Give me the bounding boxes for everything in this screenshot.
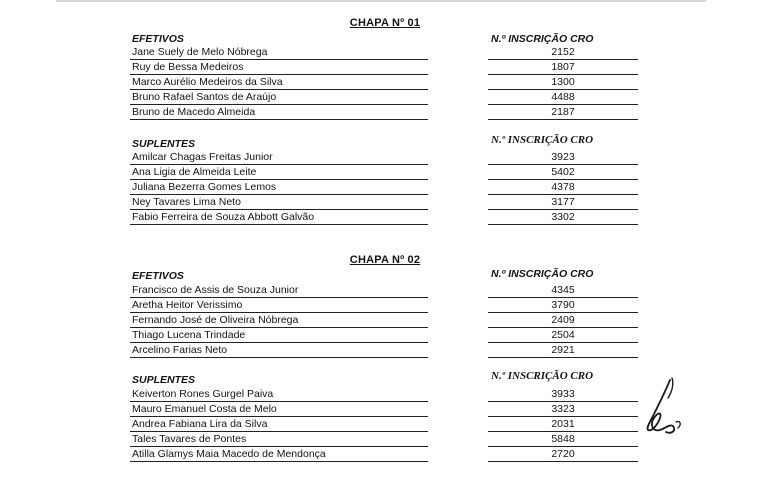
member-cro-number: 3923	[488, 151, 638, 165]
chapa-02-efetivos-label: EFETIVOS	[132, 270, 184, 282]
member-cro-number: 2720	[488, 448, 638, 462]
member-name: Aretha Heitor Verissimo	[130, 299, 428, 313]
member-cro-number: 3177	[488, 196, 638, 210]
member-name: Bruno de Macedo Almeida	[130, 106, 428, 120]
member-name: Ana Ligia de Almeida Leite	[130, 166, 428, 180]
member-cro-number: 2409	[488, 314, 638, 328]
chapa-01-efetivos-label: EFETIVOS	[132, 33, 184, 45]
chapa-01-efetivos-cro-header: N.º INSCRIÇÃO CRO	[491, 33, 594, 45]
member-cro-number: 2504	[488, 329, 638, 343]
page-top-edge	[56, 0, 706, 2]
chapa-02-efetivos-cro-header: N.º INSCRIÇÃO CRO	[491, 268, 594, 280]
chapa-01-suplentes-label: SUPLENTES	[132, 138, 196, 150]
member-cro-number: 3790	[488, 299, 638, 313]
member-name: Keiverton Rones Gurgel Paiva	[130, 388, 428, 402]
member-cro-number: 2921	[488, 344, 638, 358]
member-name: Arcelino Farias Neto	[130, 344, 428, 358]
chapa-01-suplentes-cro-header: N.º INSCRIÇÃO CRO	[491, 134, 594, 146]
member-name: Amilcar Chagas Freitas Junior	[130, 151, 428, 165]
member-name: Fabio Ferreira de Souza Abbott Galvão	[130, 211, 428, 225]
member-cro-number: 4345	[488, 284, 638, 298]
member-cro-number: 1300	[488, 76, 638, 90]
member-cro-number: 3323	[488, 403, 638, 417]
member-name: Ruy de Bessa Medeiros	[130, 61, 428, 75]
chapa-02-suplentes-label: SUPLENTES	[132, 374, 196, 386]
member-cro-number: 2152	[488, 46, 638, 60]
member-name: Mauro Emanuel Costa de Melo	[130, 403, 428, 417]
member-name: Thiago Lucena Trindade	[130, 329, 428, 343]
member-name: Bruno Rafael Santos de Araújo	[130, 91, 428, 105]
member-name: Fernando José de Oliveira Nóbrega	[130, 314, 428, 328]
member-cro-number: 4378	[488, 181, 638, 195]
signature-mark	[632, 376, 688, 438]
member-cro-number: 5848	[488, 433, 638, 447]
member-name: Tales Tavares de Pontes	[130, 433, 428, 447]
member-name: Andrea Fabiana Lira da Silva	[130, 418, 428, 432]
member-cro-number: 2031	[488, 418, 638, 432]
chapa-01-title: CHAPA Nº 01	[349, 17, 421, 29]
member-cro-number: 3302	[488, 211, 638, 225]
member-name: Ney Tavares Lima Neto	[130, 196, 428, 210]
member-cro-number: 5402	[488, 166, 638, 180]
member-cro-number: 2187	[488, 106, 638, 120]
member-cro-number: 4488	[488, 91, 638, 105]
member-name: Francisco de Assis de Souza Junior	[130, 284, 428, 298]
chapa-02-suplentes-cro-header: N.º INSCRIÇÃO CRO	[491, 370, 594, 382]
member-cro-number: 3933	[488, 388, 638, 402]
chapa-02-title: CHAPA Nº 02	[349, 254, 421, 266]
member-name: Juliana Bezerra Gomes Lemos	[130, 181, 428, 195]
member-name: Marco Aurélio Medeiros da Silva	[130, 76, 428, 90]
member-name: Atilla Glamys Maia Macedo de Mendonça	[130, 448, 428, 462]
member-name: Jane Suely de Melo Nóbrega	[130, 46, 428, 60]
member-cro-number: 1807	[488, 61, 638, 75]
